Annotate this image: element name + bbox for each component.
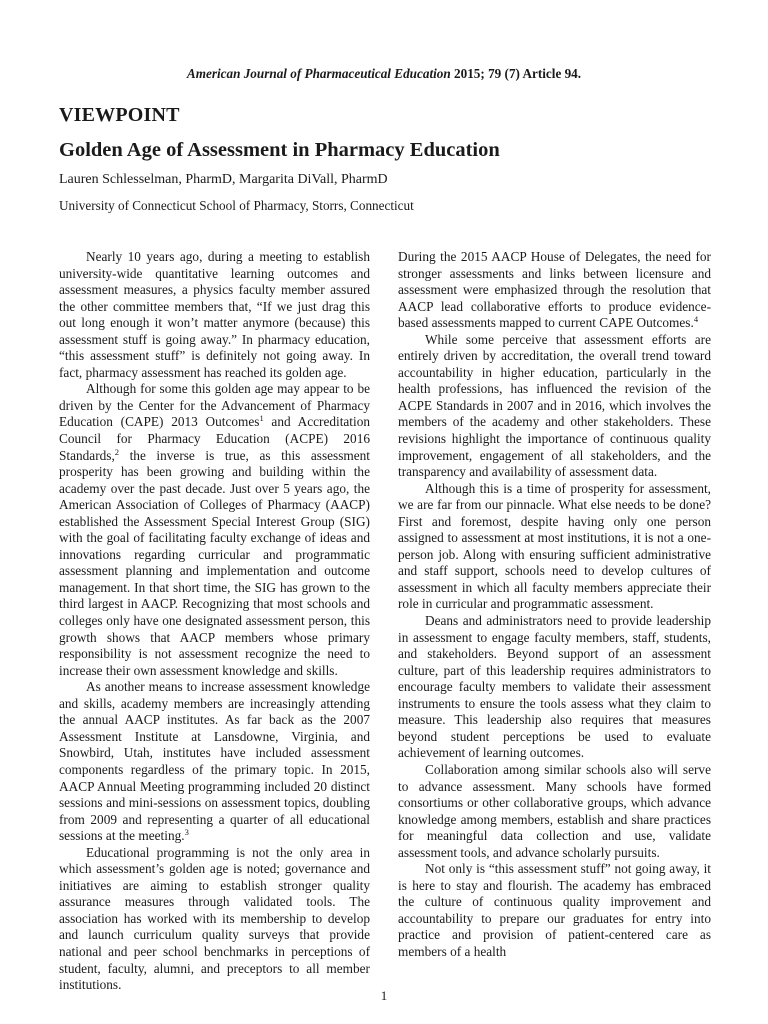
paragraph-leadership: Deans and administrators need to provide leadership in assessment to engage faculty members, staff, students, and stakeholders. Beyond support of an assessment culture, part of this leadership requires administrators to encourage faculty members to validate their assessment instruments to ensure the tools assess what they claim to measure. This leadership also requires that measures beyond student perceptions be used to evaluate achievement of learning outcomes. [398,613,711,761]
paragraph-conclusion: Not only is “this assessment stuff” not going away, it is here to stay and flourish. The academy has embraced the culture of continuous quality improvement and accountability to prepare our graduates for entry into practice and provision of patient-centered care as members of a health [398,861,711,959]
journal-name: American Journal of Pharmaceutical Education [186,66,451,81]
paragraph-institutes: As another means to increase assessment knowledge and skills, academy members are increasingly attending the annual AACP institutes. As far back as the 2007 Assessment Institute at Lansdowne, Virginia, and Snowbird, Utah, institutes have included assessment components regardless of the primary topic. In 2015, AACP Annual Meeting programming included 20 distinct sessions and mini-sessions on assessment topics, doubling from 2009 and representing a quarter of all educational sessions at the meeting.$^3$ [59,679,370,844]
reference-2[interactable]: 2 [114,446,120,457]
journal-header [0,66,768,82]
paragraph-governance: Educational programming is not the only area in which assessment’s golden age is noted; governance and initiatives are aiming to establish stronger quality assurance measures through validated tools. The association has worked with its membership to develop and launch curriculum quality surveys that provide national and peer school benchmarks in perceptions of student, faculty, alumni, and preceptors to all member institutions. [59,844,370,993]
paragraph-golden-age: Although for some this golden age may appear to be driven by the Center for the Advancement of Pharmacy Education (CAPE) 2013 Outcomes$^1$ and Accreditation Council for Pharmacy Education (ACPE) 2016 Standards,$^2$ the inverse is true, as this assessment prosperity has been growing and building within the academy over the past decade. Just over 5 years ago, the American Association of Colleges of Pharmacy (AACP) established the Assessment Special Interest Group (SIG) with the goal of facilitating faculty exchange of ideas and innovations regarding curricular and programmatic assessment planning and implementation and outcome management. In that short time, the SIG has grown to the third largest in AACP. Recognizing that most schools and colleges only have one designated assessment person, this growth shows that AACP members whose primary responsibility is not assessment recognize the need to increase their own assessment knowledge and skills. [59,381,370,678]
reference-4[interactable]: 4 [693,314,699,325]
author-affiliation: University of Connecticut School of Pharmacy, Storrs, Connecticut [59,198,414,213]
paragraph-house-of-delegates: During the 2015 AACP House of Delegates, the need for stronger assessments and links between licensure and assessment were emphasized through the resolution that AACP lead collaborative efforts to produce evidence-based assessments mapped to current CAPE Outcomes.$^4$ [398,249,711,331]
paragraph-intro: Nearly 10 years ago, during a meeting to establish university-wide quantitative learning outcomes and assessment measures, a physics faculty member assured the other committee members that, “If we just drag this out long enough it won’t matter anymore (because) this assessment stuff is going away.” In pharmacy education, “this assessment stuff” is definitely not going away. In fact, pharmacy assessment has reached its golden age. [59,249,370,380]
paragraph-prosperity: Although this is a time of prosperity for assessment, we are far from our pinnacle. What else needs to be done? First and foremost, despite having only one person assigned to assessment at most institutions, it is not a one-person job. Along with ensuring sufficient administrative and staff support, schools need to develop cultures of assessment in which all faculty members appreciate their role in curricular and programmatic assessment. [398,480,711,612]
paragraph-accreditation: While some perceive that assessment efforts are entirely driven by accreditation, the overall trend toward accountability in higher education, particularly in the health professions, has influenced the revision of the ACPE Standards in 2007 and in 2016, which involves the members of the academy and other stakeholders. These revisions highlight the importance of continuous quality improvement, engagement of all stakeholders, and the transparency and availability of assessment data. [398,331,711,480]
journal-citation: 2015; 79 (7) Article 94. [454,66,582,81]
author-list: Lauren Schlesselman, PharmD, Margarita DiVall, PharmD [59,172,388,187]
article-title: Golden Age of Assessment in Pharmacy Education [59,139,500,161]
page-number: 1 [380,988,388,1003]
paragraph-collaboration: Collaboration among similar schools also will serve to advance assessment. Many schools have formed consortiums or other collaborative groups, which advance knowledge among members, establish and share practices for meaningful data collection and use, validate assessment tools, and advance scholarly pursuits. [398,761,711,860]
right-column [398,249,711,961]
left-column [59,249,370,994]
section-label: VIEWPOINT [59,104,180,126]
reference-1[interactable]: 1 [259,413,264,424]
reference-3[interactable]: 3 [184,827,189,838]
